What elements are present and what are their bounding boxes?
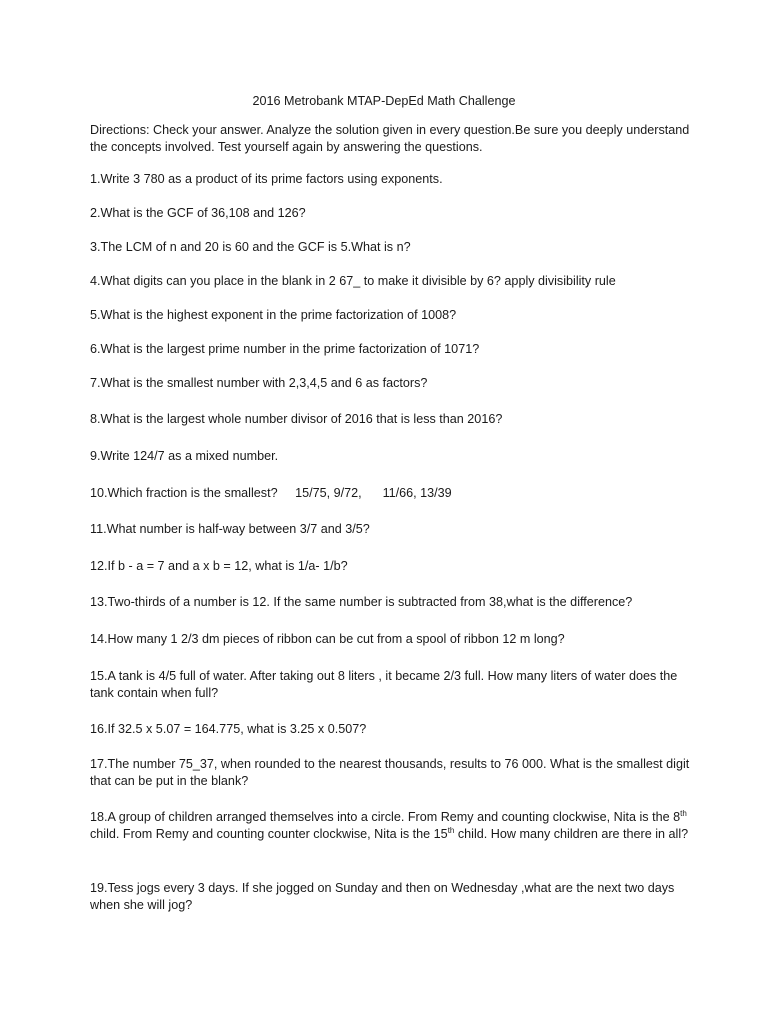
question-3: 3.The LCM of n and 20 is 60 and the GCF is 5.What is n?	[90, 240, 411, 254]
question-8: 8.What is the largest whole number divisor of 2016 that is less than 2016?	[90, 412, 503, 426]
document-title: 2016 Metrobank MTAP-DepEd Math Challenge	[252, 94, 516, 108]
question-12: 12.If b - a = 7 and a x b = 12, what is 1/a- 1/b?	[90, 559, 348, 573]
question-4: 4.What digits can you place in the blank in 2 67_ to make it divisible by 6? apply divisibility rule	[90, 274, 616, 288]
question-7: 7.What is the smallest number with 2,3,4,5 and 6 as factors?	[90, 376, 428, 390]
question-16: 16.If 32.5 x 5.07 = 164.775, what is 3.25 x 0.507?	[90, 722, 367, 736]
question-15: 15.A tank is 4/5 full of water. After taking out 8 liters , it became 2/3 full. How many liters of water does the tank contain when full?	[90, 669, 678, 700]
question-18-part-1: 18.A group of children arranged themselves into a circle. From Remy and counting clockwise, Nita is the 8	[90, 810, 681, 824]
question-2: 2.What is the GCF of 36,108 and 126?	[90, 206, 306, 220]
question-17: 17.The number 75_37, when rounded to the nearest thousands, results to 76 000. What is the smallest digit that can be put in the blank?	[90, 757, 690, 788]
question-19: 19.Tess jogs every 3 days. If she jogged on Sunday and then on Wednesday ,what are the next two days when she will jog?	[90, 881, 675, 912]
question-11: 11.What number is half-way between 3/7 and 3/5?	[90, 522, 370, 536]
question-10: 10.Which fraction is the smallest? 15/75, 9/72, 11/66, 13/39	[90, 486, 452, 500]
question-18-part-2: child. From Remy and counting counter clockwise, Nita is the 15	[90, 827, 448, 841]
question-9: 9.Write 124/7 as a mixed number.	[90, 449, 279, 463]
ordinal-suffix: th	[447, 826, 455, 835]
question-5: 5.What is the highest exponent in the prime factorization of 1008?	[90, 308, 457, 322]
question-1: 1.Write 3 780 as a product of its prime factors using exponents.	[90, 172, 443, 186]
question-18	[90, 809, 690, 843]
question-13: 13.Two-thirds of a number is 12. If the same number is subtracted from 38,what is the difference?	[90, 595, 633, 609]
directions-paragraph: Directions: Check your answer. Analyze the solution given in every question.Be sure you deeply understand the concepts involved. Test yourself again by answering the questions.	[90, 123, 690, 154]
question-18-part-3: child. How many children are there in all?	[454, 827, 689, 841]
ordinal-suffix: th	[680, 809, 687, 818]
question-6: 6.What is the largest prime number in the prime factorization of 1071?	[90, 342, 480, 356]
question-14: 14.How many 1 2/3 dm pieces of ribbon can be cut from a spool of ribbon 12 m long?	[90, 632, 565, 646]
